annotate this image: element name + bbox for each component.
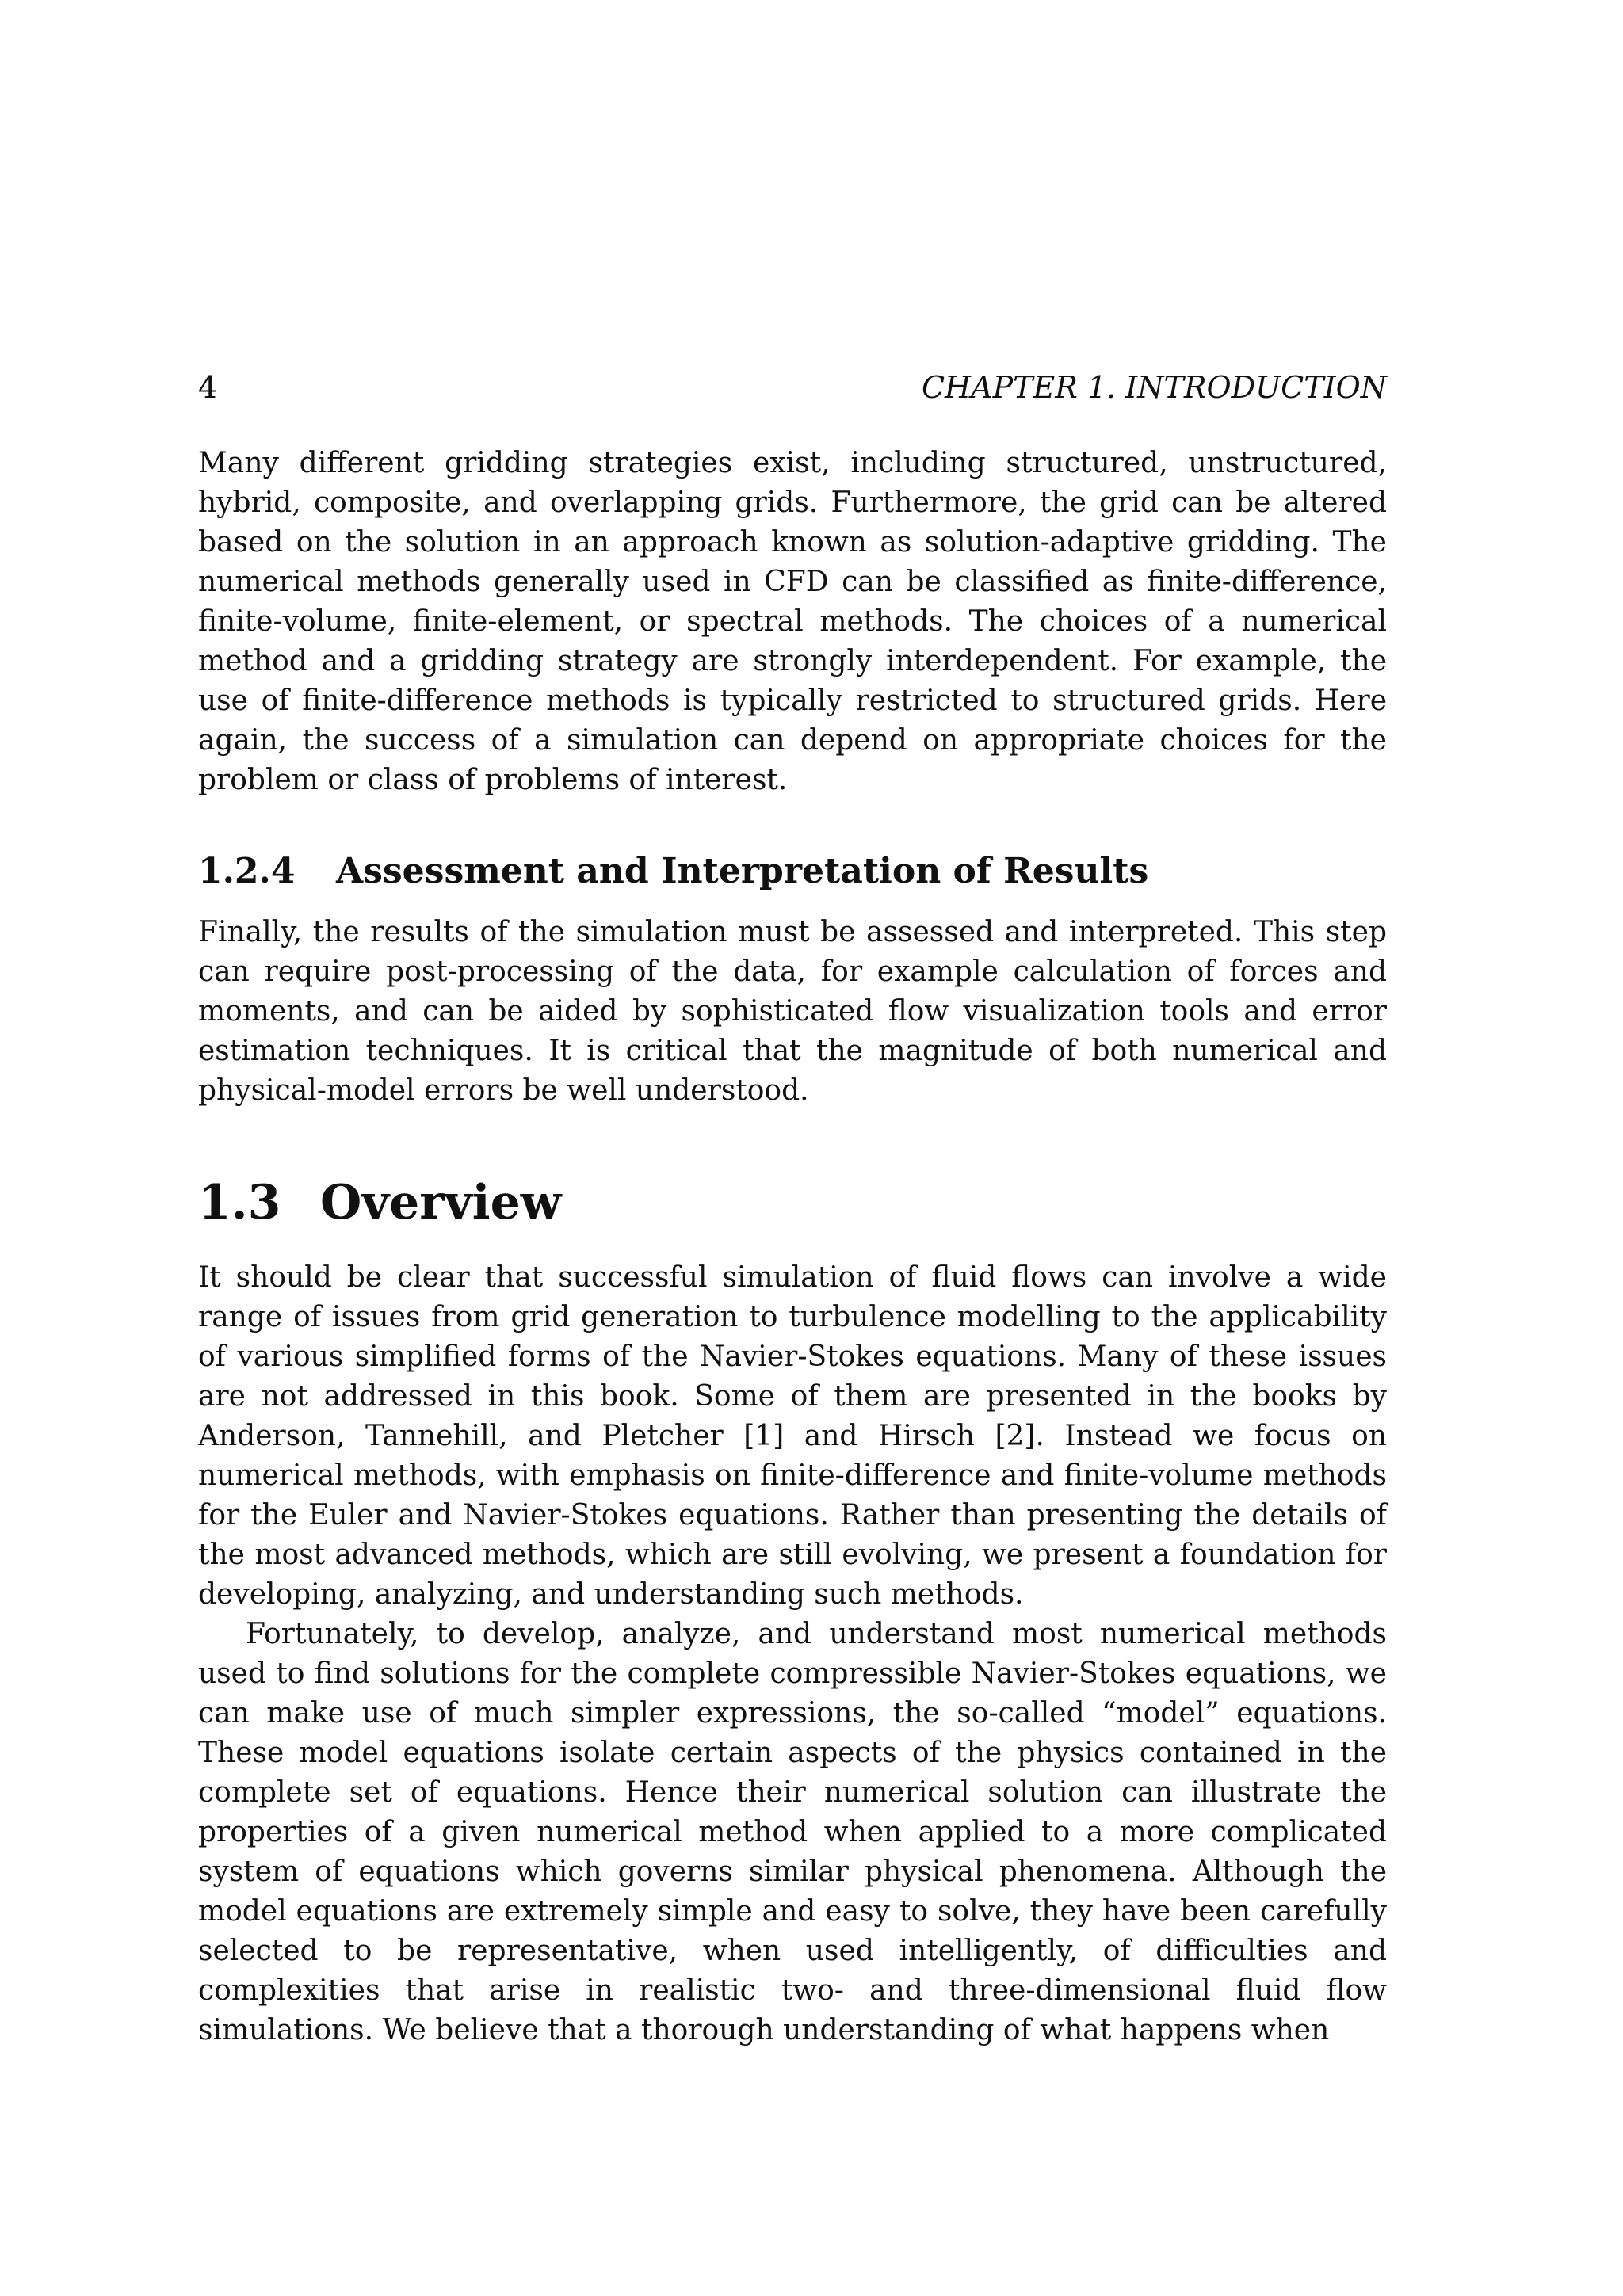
page-number: 4 xyxy=(198,370,218,405)
section-title: Overview xyxy=(320,1175,562,1230)
subsection-heading-1-2-4 xyxy=(198,849,1387,894)
paragraph-overview-2: Fortunately, to develop, analyze, and understand most numerical methods used to find solutions for the complete compressible Navier-Stokes equations, we can make use of much simpler expressions, the so-called “model” equations. These model equations isolate certain aspects of the physics contained in the complete set of equations. Hence their numerical solution can illustrate the properties of a given numerical method when applied to a more complicated system of equations which governs similar physical phenomena. Although the model equations are extremely simple and easy to solve, they have been carefully selected to be representative, when used intelligently, of difficulties and complexities that arise in realistic two- and three-dimensional fluid flow simulations. We believe that a thorough understanding of what happens when xyxy=(198,1618,1387,2046)
paragraph-overview-1: It should be clear that successful simulation of fluid flows can involve a wide range of issues from grid generation to turbulence modelling to the applicability of various simplified forms of the Navier-Stokes equations. Many of these issues are not addressed in this book. Some of them are presented in the books by Anderson, Tannehill, and Pletcher [1] and Hirsch [2]. Instead we focus on numerical methods, with emphasis on finite-difference and finite-volume methods for the Euler and Navier-Stokes equations. Rather than presenting the details of the most advanced methods, which are still evolving, we present a foundation for developing, analyzing, and understanding such methods. xyxy=(198,1261,1387,1611)
page-body xyxy=(198,372,1387,2050)
subsection-number: 1.2.4 xyxy=(198,851,296,891)
running-head xyxy=(198,370,1387,405)
chapter-title: CHAPTER 1. INTRODUCTION xyxy=(921,370,1387,405)
section-number: 1.3 xyxy=(198,1175,281,1230)
paragraph-gridding: Many different gridding strategies exist, including structured, unstructured, hybrid, composite, and overlapping grids. Furthermore, the grid can be altered based on the solution in an approach known as solution-adaptive gridding. The numerical methods generally used in CFD can be classified as finite-difference, finite-volume, finite-element, or spectral methods. The choices of a numerical method and a gridding strategy are strongly interdependent. For example, the use of finite-difference methods is typically restricted to structured grids. Here again, the success of a simulation can depend on appropriate choices for the problem or class of problems of interest. xyxy=(198,447,1387,796)
subsection-title: Assessment and Interpretation of Results xyxy=(336,851,1149,891)
section-heading-1-3 xyxy=(198,1174,1387,1231)
paragraph-assessment: Finally, the results of the simulation must be assessed and interpreted. This step can require post-processing of the data, for example calculation of forces and moments, and can be aided by sophisticated flow visualization tools and error estimation techniques. It is critical that the magnitude of both numerical and physical-model errors be well understood. xyxy=(198,916,1387,1107)
